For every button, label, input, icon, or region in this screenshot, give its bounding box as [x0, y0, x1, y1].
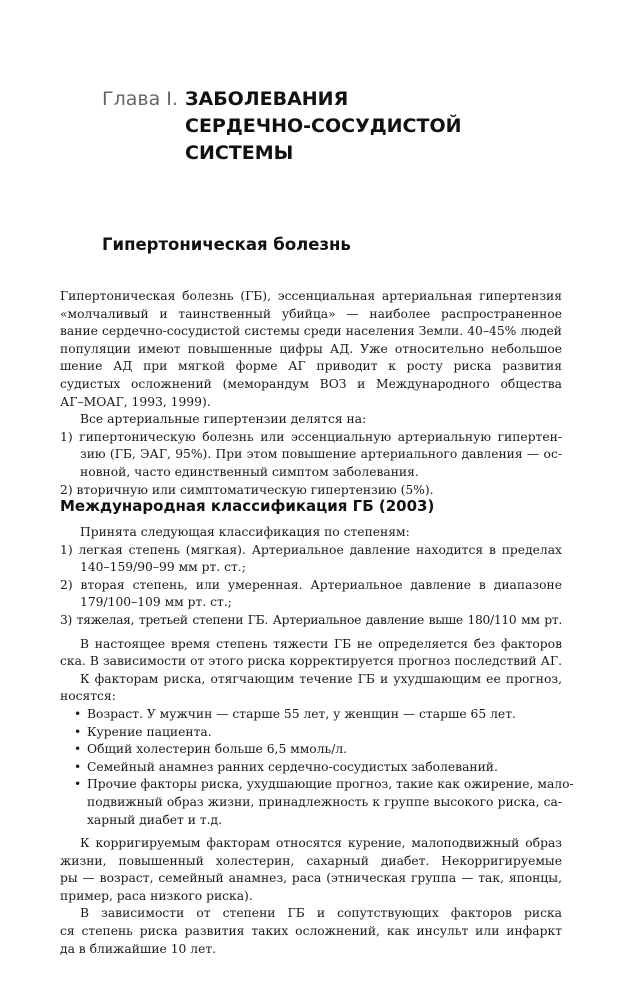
- section-heading: Гипертоническая болезнь: [102, 235, 351, 254]
- text-line: ры — возраст, семейный анамнез, раса (этническая группа — так, японцы,: [60, 871, 562, 886]
- bullet-marker: •: [74, 724, 82, 739]
- bullet-text: Общий холестерин больше 6,5 ммоль/л.: [87, 742, 348, 757]
- list-item-continuation: зию (ГБ, ЭАГ, 95%). При этом повышение артериального давления — ос-: [80, 447, 562, 462]
- bullet-text: Возраст. У мужчин — старше 55 лет, у женщин — старше 65 лет.: [87, 706, 516, 721]
- intro-paragraph: [60, 288, 562, 499]
- chapter-title-line: СИСТЕМЫ: [185, 142, 294, 164]
- list-item: 2) вторая степень, или умеренная. Артериальное давление в диапазоне: [60, 577, 562, 592]
- bullet-marker: •: [74, 777, 82, 792]
- list-item-continuation: 179/100–109 мм рт. ст.;: [80, 595, 232, 610]
- chapter-header: [102, 86, 582, 167]
- list-item: 2) вторичную или симптоматическую гипертензию (5%).: [60, 482, 434, 497]
- text-line: В настоящее время степень тяжести ГБ не определяется без факторов: [80, 636, 562, 651]
- list-item-continuation: 140–159/90–99 мм рт. ст.;: [80, 560, 246, 575]
- bullet-text: Прочие факторы риска, ухудшающие прогноз, такие как ожирение, мало-: [87, 777, 574, 792]
- bullet-item: [60, 759, 562, 777]
- text-line: ся степень риска развития таких осложнений, как инсульт или инфаркт: [60, 924, 562, 939]
- text-line: К факторам риска, отягчающим течение ГБ и ухудшающим ее прогноз,: [80, 671, 562, 686]
- bullet-item: [60, 776, 574, 794]
- bullet-continuation: подвижный образ жизни, принадлежность к группе высокого риска, са-: [87, 794, 562, 809]
- types-intro: Все артериальные гипертензии делятся на:: [80, 412, 367, 427]
- list-item: 1) легкая степень (мягкая). Артериальное давление находится в пределах: [60, 542, 562, 557]
- text-line: Гипертоническая болезнь (ГБ), эссенциальная артериальная гипертензия: [60, 289, 562, 303]
- bullet-continuation: харный диабет и т.д.: [87, 812, 223, 827]
- bullet-marker: •: [74, 706, 82, 721]
- bullet-item: [60, 741, 562, 759]
- bullet-marker: •: [74, 759, 82, 774]
- chapter-label: Глава I.: [102, 88, 178, 110]
- text-line: пример, раса низкого риска).: [60, 888, 253, 903]
- classification-body: [60, 524, 574, 958]
- bullet-item: [60, 724, 562, 742]
- chapter-title: [185, 86, 582, 167]
- text-line: К корригируемым факторам относятся курение, малоподвижный образ: [80, 836, 562, 851]
- text-line: да в ближайшие 10 лет.: [60, 941, 217, 956]
- text-line: шение АД при мягкой форме АГ приводит к росту риска развития: [60, 359, 562, 374]
- list-item: 3) тяжелая, третьей степени ГБ. Артериальное давление выше 180/110 мм рт.: [60, 612, 562, 627]
- list-item-continuation: новной, часто единственный симптом заболевания.: [80, 464, 419, 479]
- chapter-title-line: ЗАБОЛЕВАНИЯ: [185, 88, 349, 110]
- text-line: популяции имеют повышенные цифры АД. Уже относительно небольшое: [60, 341, 562, 356]
- text-line: «молчаливый и таинственный убийца» — наиболее распространенное: [60, 306, 562, 321]
- text-line: Принята следующая классификация по степеням:: [80, 525, 410, 539]
- bullet-text: Курение пациента.: [87, 724, 212, 739]
- list-item: 1) гипертоническую болезнь или эссенциальную артериальную гипертен-: [60, 429, 562, 444]
- text-line: судистых осложнений (меморандум ВОЗ и Международного общества: [60, 376, 562, 391]
- text-line: ска. В зависимости от этого риска корректируется прогноз последствий АГ.: [60, 654, 562, 669]
- text-line: В зависимости от степени ГБ и сопутствующих факторов риска: [80, 906, 562, 921]
- subsection-heading: Международная классификация ГБ (2003): [60, 497, 435, 515]
- text-line: носятся:: [60, 689, 116, 704]
- chapter-title-line: СЕРДЕЧНО-СОСУДИСТОЙ: [185, 115, 462, 137]
- text-line: АГ–МОАГ, 1993, 1999).: [60, 394, 211, 409]
- text-line: вание сердечно-сосудистой системы среди населения Земли. 40–45% людей: [60, 324, 562, 339]
- bullet-marker: •: [74, 742, 82, 757]
- text-line: жизни, повышенный холестерин, сахарный диабет. Некорригируемые: [60, 853, 562, 868]
- bullet-item: [60, 706, 562, 724]
- bullet-text: Семейный анамнез ранних сердечно-сосудистых заболеваний.: [87, 759, 498, 774]
